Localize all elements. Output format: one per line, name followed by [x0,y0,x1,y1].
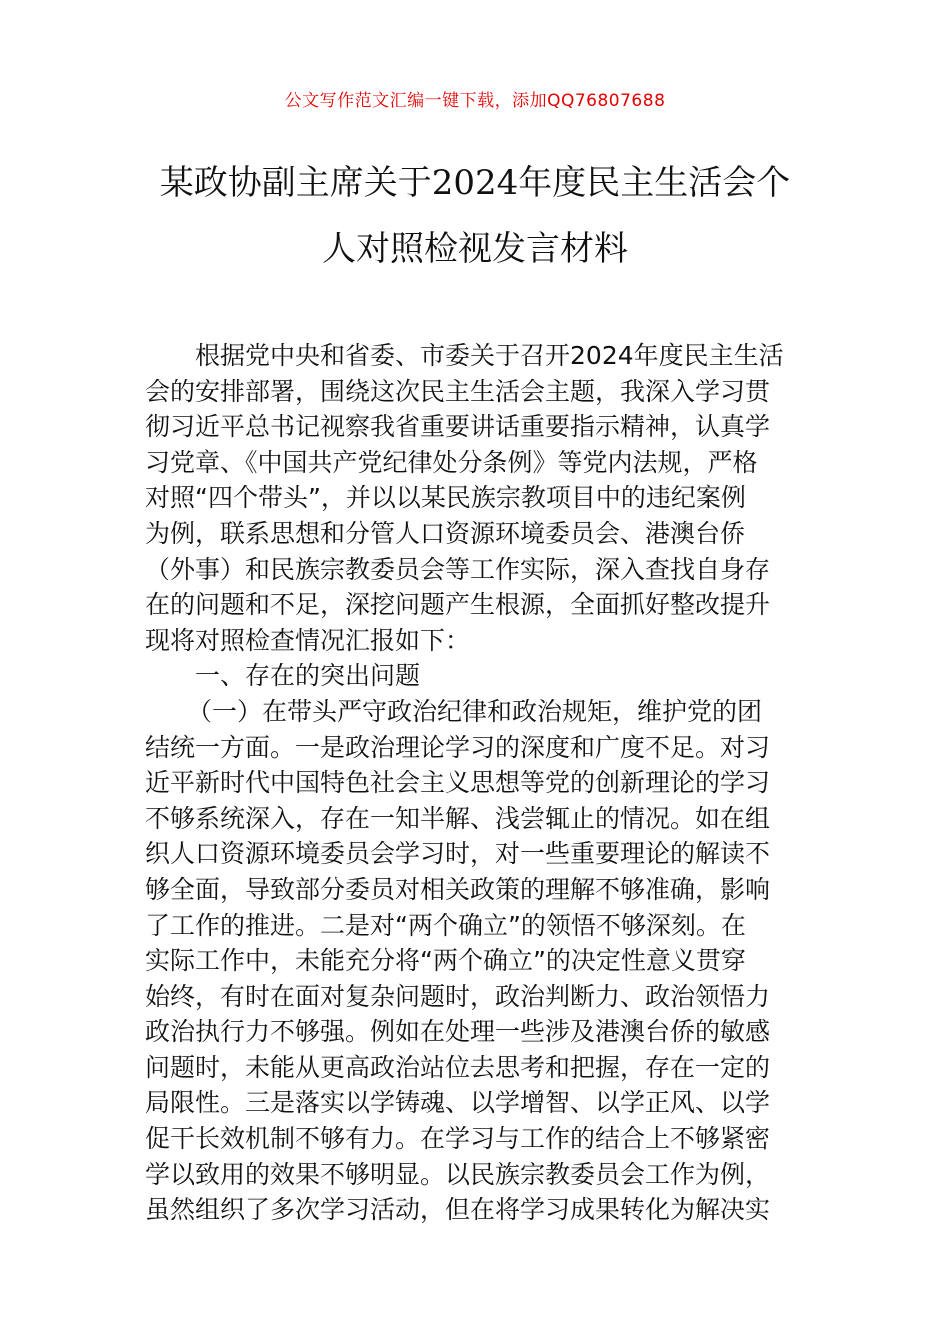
paragraph-line: 为例，联系思想和分管人口资源环境委员会、港澳台侨 [145,518,746,548]
paragraph-line: 根据党中央和省委、市委关于召开2024年度民主生活 [195,341,784,370]
body-text [145,338,805,1228]
paragraph-line: 局限性。三是落实以学铸魂、以学增智、以学正风、以学 [145,1088,771,1118]
paragraph-line: 问题时，未能从更高政治站位去思考和把握，存在一定的 [145,1052,771,1082]
paragraph-line: 学以致用的效果不够明显。以民族宗教委员会工作为例， [145,1159,771,1189]
paragraph-line: 织人口资源环境委员会学习时，对一些重要理论的解读不 [145,839,771,869]
subsection-heading: （一）在带头严守政治纪律和政治规矩，维护党的团 [187,696,763,726]
paragraph-line: 会的安排部署，围绕这次民主生活会主题，我深入学习贯 [145,376,771,406]
paragraph-line: 虽然组织了多次学习活动，但在将学习成果转化为解决实 [145,1195,771,1225]
paragraph-line: 对照“四个带头”，并以以某民族宗教项目中的违纪案例 [145,483,746,513]
title-line-1: 某政协副主席关于2024年度民主生活会个 [159,163,791,203]
page-title [110,150,840,282]
paragraph-line: 习党章、《中国共产党纪律处分条例》等党内法规，严格 [145,447,758,477]
paragraph-line: 不够系统深入，存在一知半解、浅尝辄止的情况。如在组 [145,803,771,833]
section-heading: 一、存在的突出问题 [195,661,421,691]
paragraph-line: （外事）和民族宗教委员会等工作实际，深入查找自身存 [145,554,771,584]
paragraph-line: 实际工作中，未能充分将“两个确立”的决定性意义贯穿 [145,946,746,976]
paragraph-line: 现将对照检查情况汇报如下： [145,625,471,655]
paragraph-line: 彻习近平总书记视察我省重要讲话重要指示精神，认真学 [145,412,771,442]
title-line-2: 人对照检视发言材料 [322,229,628,269]
download-notice: 公文写作范文汇编一键下载，添加QQ76807688 [284,91,666,111]
paragraph-line: 够全面，导致部分委员对相关政策的理解不够准确，影响 [145,874,771,904]
paragraph-line: 近平新时代中国特色社会主义思想等党的创新理论的学习 [145,768,771,798]
paragraph-line: 政治执行力不够强。例如在处理一些涉及港澳台侨的敏感 [145,1017,771,1047]
paragraph-line: 结统一方面。一是政治理论学习的深度和广度不足。对习 [145,732,771,762]
paragraph-line: 了工作的推进。二是对“两个确立”的领悟不够深刻。在 [145,910,746,940]
paragraph-line: 始终，有时在面对复杂问题时，政治判断力、政治领悟力 [145,981,771,1011]
paragraph-line: 促干长效机制不够有力。在学习与工作的结合上不够紧密 [145,1124,771,1154]
paragraph-line: 在的问题和不足，深挖问题产生根源，全面抓好整改提升 [145,590,771,620]
